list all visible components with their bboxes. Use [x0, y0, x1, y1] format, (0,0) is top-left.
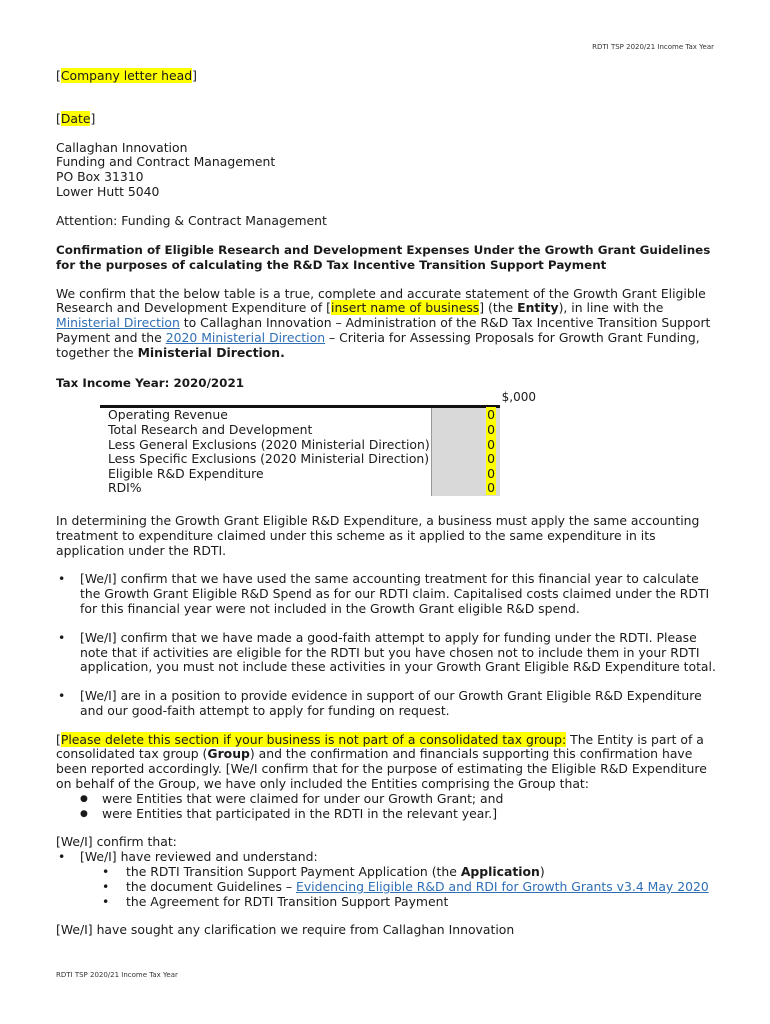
row-value: 0 [487, 465, 495, 481]
letter-body [56, 69, 716, 938]
attention-line: Attention: Funding & Contract Management [56, 212, 327, 228]
address-line: Callaghan Innovation [56, 139, 188, 155]
list-item: ● were Entities that participated in the RDTI in the relevant year.] [56, 807, 716, 822]
table-row [100, 407, 500, 423]
row-value: 0 [487, 407, 495, 423]
ministerial-direction-link[interactable]: Ministerial Direction [56, 315, 180, 331]
row-value-cell[interactable] [432, 452, 501, 467]
entity-term: Entity [517, 300, 559, 316]
intro-paragraph [56, 287, 716, 361]
row-value: 0 [487, 421, 495, 437]
guidelines-link[interactable]: Evidencing Eligible R&D and RDI for Growth Grants v3.4 May 2020 [296, 878, 709, 894]
letterhead-text: Company letter head [60, 68, 193, 83]
row-value: 0 [487, 480, 495, 496]
list-spacer [56, 617, 716, 631]
row-value-cell[interactable] [432, 423, 501, 438]
group-delete-instruction: Please delete this section if your business is not part of a consolidated tax group: [60, 731, 567, 747]
list-item: • [We/I] confirm that we have made a good-faith attempt to apply for funding under the RDTI. Please note that if activities are eligible for the RDTI but you have chosen not to include them in your RDTI application, you must not include these activities in your Growth Grant Eligible R&D Expenditure total. [56, 631, 716, 675]
group-paragraph: [Please delete this section if your business is not part of a consolidated tax group: The Entity is part of a consolidated tax group (Group) and the confirmation and financials supporting this confirmation have been reported accordingly. [We/I confirm that for the purpose of estimating the Eligible R&D Expenditure on behalf of the Group, we have only included the Entities comprising the Group that: [56, 731, 707, 792]
intro-text: ), in line with the [558, 300, 664, 316]
list-item: • [We/I] are in a position to provide evidence in support of our Growth Grant Eligible R&D Expenditure and our good-faith attempt to apply for funding on request. [56, 689, 716, 719]
confirm-list [56, 850, 716, 909]
recipient-address [56, 141, 716, 200]
group-text: The Entity is part of a consolidated tax group ( [56, 731, 704, 762]
list-item: • [We/I] have reviewed and understand: [56, 850, 716, 865]
address-line: Funding and Contract Management [56, 154, 276, 170]
row-label: Operating Revenue [108, 407, 228, 423]
table-row [100, 423, 500, 438]
letter-heading: Confirmation of Eligible Research and Development Expenses Under the Growth Grant Guidelines for the purposes of calculating the R&D Tax Incentive Transition Support Payment [56, 242, 711, 272]
group-term: Group [207, 746, 250, 762]
table-row [100, 481, 500, 496]
ministerial-direction-term: Ministerial Direction. [137, 344, 285, 360]
clarification-paragraph: [We/I] have sought any clarification we require from Callaghan Innovation [56, 922, 515, 938]
item-text: the RDTI Transition Support Payment Application (the [126, 864, 461, 880]
date-placeholder: [Date] [56, 110, 96, 126]
list-item [56, 865, 716, 880]
row-value: 0 [487, 436, 495, 452]
list-item: • the Agreement for RDTI Transition Support Payment [56, 895, 716, 910]
date-text: Date [60, 110, 91, 126]
row-value: 0 [487, 451, 495, 467]
intro-text: – Criteria for Assessing Proposals for Growth Grant Funding, together the [56, 329, 700, 360]
business-name-placeholder: insert name of business [331, 300, 480, 316]
item-text: ) [539, 864, 545, 880]
row-value-cell[interactable] [432, 407, 501, 423]
letterhead-placeholder: [Company letter head] [56, 68, 197, 83]
running-footer: RDTI TSP 2020/21 Income Tax Year [56, 971, 178, 979]
table-unit-label: $,000 [501, 390, 536, 405]
row-value-cell[interactable] [432, 481, 501, 496]
row-label: Less General Exclusions (2020 Ministerial Direction) [108, 436, 430, 452]
application-term: Application [460, 864, 540, 880]
table-row [100, 467, 500, 482]
list-item: • [We/I] confirm that we have used the same accounting treatment for this financial year to calculate the Growth Grant Eligible R&D Spend as for our RDTI claim. Capitalised costs claimed under the RDTI for this financial year were not included in the Growth Grant eligible R&D spend. [56, 572, 716, 616]
list-spacer [56, 675, 716, 689]
2020-ministerial-direction-link[interactable]: 2020 Ministerial Direction [165, 329, 326, 345]
address-line: PO Box 31310 [56, 169, 144, 185]
table-row [100, 438, 500, 453]
row-label: RDI% [108, 480, 142, 496]
item-text: the document Guidelines – [126, 878, 297, 894]
intro-text: We confirm that the below table is a true, complete and accurate statement of the Growth Grant Eligible Research and Development Expenditure of [ [56, 285, 706, 316]
row-value-cell[interactable] [432, 467, 501, 482]
expenditure-table [100, 390, 550, 496]
row-value-cell[interactable] [432, 438, 501, 453]
running-header: RDTI TSP 2020/21 Income Tax Year [592, 43, 714, 51]
confirmation-bullets [56, 572, 716, 718]
list-item [56, 880, 716, 895]
row-label: Total Research and Development [108, 421, 313, 437]
row-label: Less Specific Exclusions (2020 Ministerial Direction) [108, 451, 430, 467]
address-line: Lower Hutt 5040 [56, 183, 160, 199]
list-item: ● were Entities that were claimed for under our Growth Grant; and [56, 792, 716, 807]
row-label: Eligible R&D Expenditure [108, 465, 264, 481]
determining-paragraph: In determining the Growth Grant Eligible R&D Expenditure, a business must apply the same accounting treatment to expenditure claimed under this scheme as it applied to the same expenditure in its application under the RDTI. [56, 512, 700, 558]
group-entity-list [56, 792, 716, 822]
table-row [100, 452, 500, 467]
tax-year-heading: Tax Income Year: 2020/2021 [56, 375, 245, 390]
intro-text: ] (the [479, 300, 518, 316]
group-text: ) and the confirmation and financials supporting this confirmation have been reported accordingly. [We/I confirm that for the purpose of estimating the Eligible R&D Expenditure on behalf of the Group, we have only included the Entities comprising the Group that: [56, 746, 707, 792]
confirm-lead: [We/I] confirm that: [56, 834, 177, 850]
intro-text: to Callaghan Innovation – Administration of the R&D Tax Incentive Transition Support Payment and the [56, 315, 711, 345]
